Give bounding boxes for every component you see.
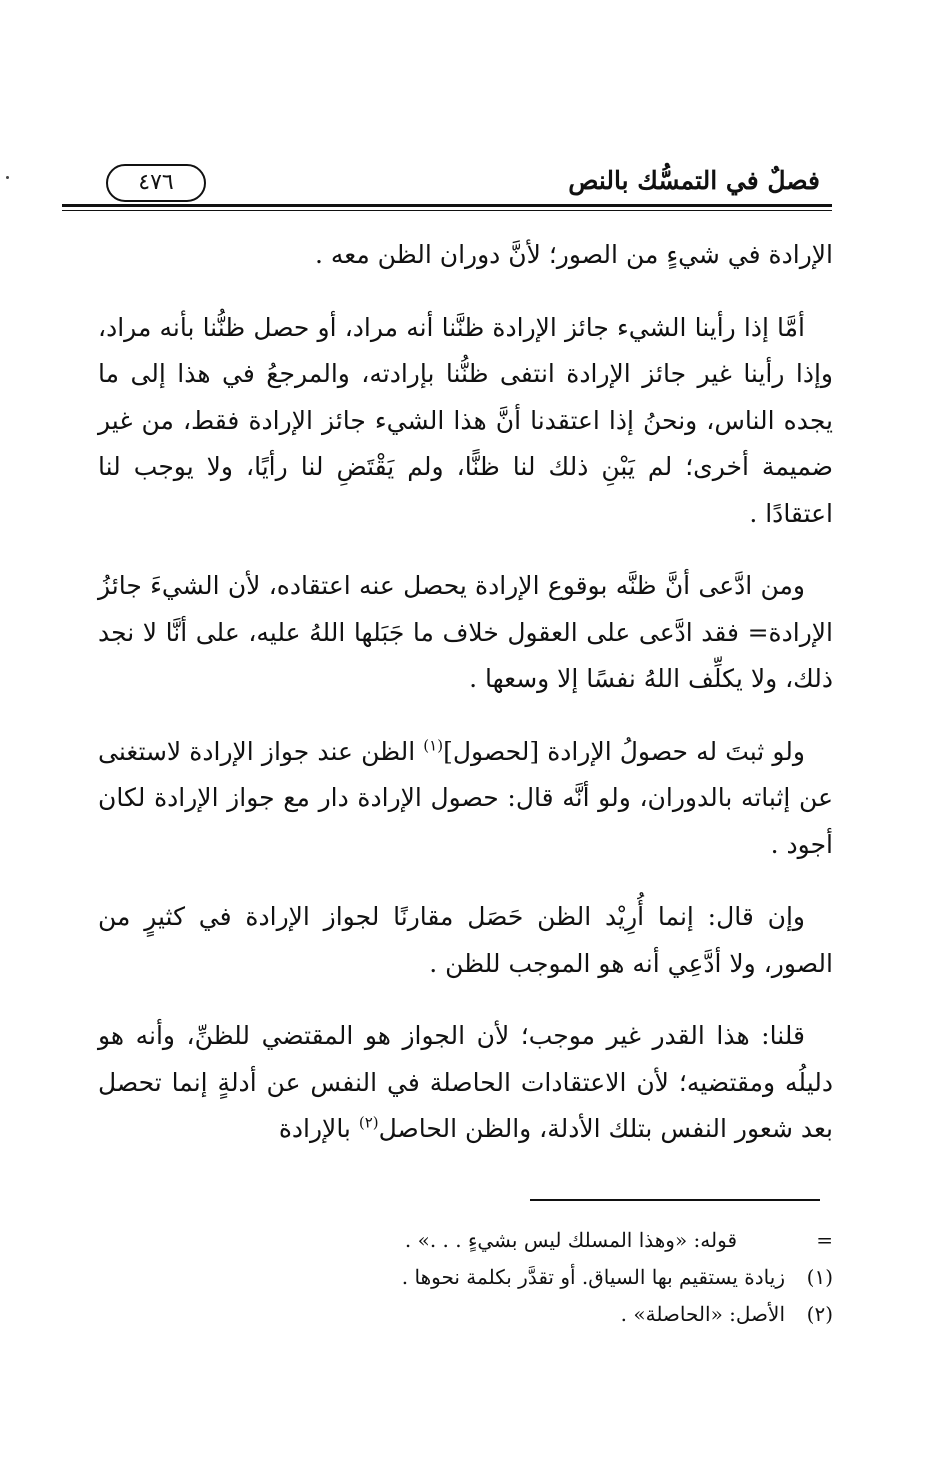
paragraph-text: قلنا: هذا القدر غير موجب؛ لأن الجواز هو المقتضي للظنِّ، وأنه هو دليلُه ومقتضيه؛ لأن الاعتقادات الحاصلة في النفس عن أدلةٍ إنما تحصل بعد شعور النفس بتلك الأدلة، والظن الحاصل	[98, 1021, 833, 1143]
header-rule	[62, 204, 832, 207]
footnote-1	[98, 1259, 833, 1296]
main-text	[98, 232, 833, 1179]
continuation-marker: =	[816, 1228, 833, 1252]
footnote-continuation	[98, 1222, 833, 1259]
header-rule-thin	[62, 210, 832, 211]
footnote-text: زيادة يستقيم بها السياق. أو تقدَّر بكلمة نحوها .	[401, 1265, 785, 1289]
paragraph: ومن ادَّعى أنَّ ظنَّه بوقوع الإرادة يحصل عنه اعتقاده، لأن الشيءَ جائزُ الإرادة= فقد ادَّعى على العقول خلاف ما جَبَلها اللهُ عليه، على أنَّا لا نجد ذلك، ولا يكلِّف اللهُ نفسًا إلا وسعها .	[98, 571, 833, 693]
footnotes	[98, 1222, 833, 1333]
footnote-ref-1: (١)	[423, 736, 444, 755]
running-title: فصلٌ في التمسُّك بالنص	[568, 166, 820, 195]
footnote-marker: (٢)	[806, 1302, 833, 1326]
paragraph-with-footnote-2	[98, 1013, 833, 1153]
paragraph: وإن قال: إنما أُرِيْد الظن حَصَل مقارنًا لجواز الإرادة في كثيرٍ من الصور، ولا أدَّعِي أنه هو الموجب للظن .	[98, 902, 833, 978]
footnote-2	[98, 1296, 833, 1333]
page-number: ٤٧٦	[106, 164, 206, 202]
footnote-separator	[530, 1199, 820, 1201]
page-header	[62, 160, 832, 208]
footnote-ref-2: (٢)	[358, 1113, 379, 1132]
footnote-text: قوله: «وهذا المسلك ليس بشيءٍ . . .» .	[404, 1228, 737, 1252]
paragraph-text: بالإرادة	[278, 1114, 359, 1143]
footnote-marker: (١)	[806, 1265, 833, 1289]
paragraph-text: ولو ثبتَ له حصولُ الإرادة [لحصول]	[443, 736, 805, 766]
paragraph: أمَّا إذا رأينا الشيء جائز الإرادة ظنَّنا أنه مراد، أو حصل ظنُّنا بأنه مراد، وإذا رأينا غير جائز الإرادة انتفى ظنُّنا بإرادته، والمرجعُ في هذا إلى ما يجده الناس، ونحنُ إذا اعتقدنا أنَّ هذا الشيء جائز الإرادة فقط، من غير ضميمة أخرى؛ لم يَبْنِ ذلك لنا ظنًّا، ولم يَقْتَضِ لنا رأيًا، ولا يوجب لنا اعتقادًا .	[98, 312, 833, 528]
paragraph-with-footnote-1	[98, 729, 833, 869]
scan-edge-mark	[6, 176, 9, 179]
paragraph-continuation: الإرادة في شيءٍ من الصور؛ لأنَّ دوران الظن معه .	[314, 240, 833, 269]
paragraph-text: الظن عند جواز الإرادة لاستغنى عن إثباته بالدوران، ولو أنَّه قال: حصول الإرادة دار مع جواز الإرادة لكان أجود .	[98, 736, 833, 859]
footnote-text: الأصل: «الحاصلة» .	[620, 1302, 785, 1326]
